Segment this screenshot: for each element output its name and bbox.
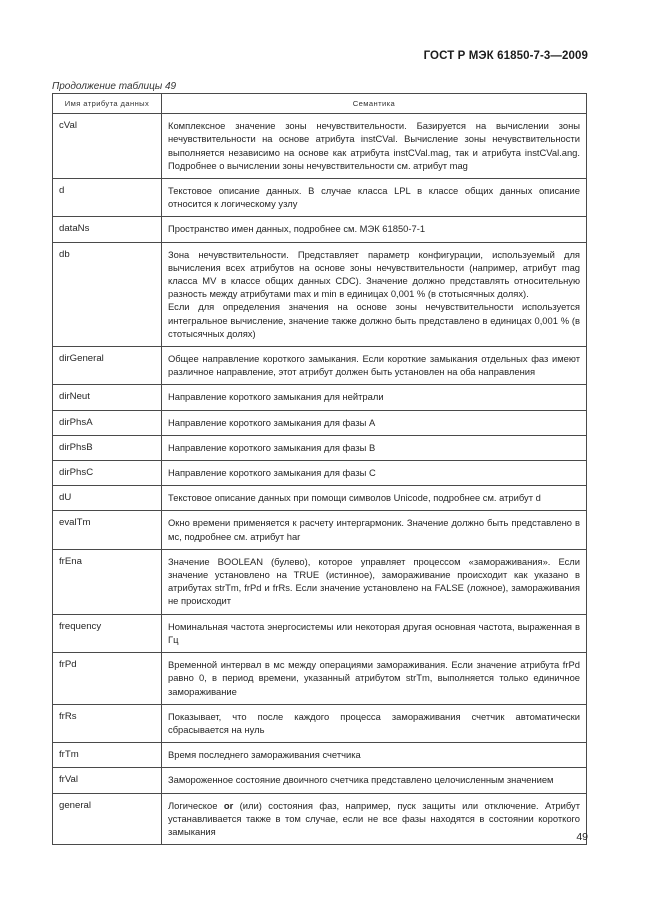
page-number: 49: [576, 831, 588, 843]
semantics-text: Логическое: [168, 799, 224, 811]
attribute-semantics: Время последнего замораживания счетчика: [162, 743, 587, 768]
attribute-semantics: [162, 242, 587, 346]
attribute-semantics: Комплексное значение зоны нечувствительности. Базируется на вычислении зоны нечувствительности на основе атрибута instCVal. Вычисление зоны нечувствительности выполняется независимо на основе как атрибута instCVal.mag, так и атрибута instCVal.ang. Подробнее о вычислении зоны нечувствительности см. атрибут mag: [162, 114, 587, 179]
attribute-name: frTm: [53, 743, 162, 768]
attribute-name: dirGeneral: [53, 347, 162, 385]
table-header-row: [53, 94, 587, 114]
attribute-name: dataNs: [53, 217, 162, 242]
attribute-semantics: Направление короткого замыкания для нейтрали: [162, 385, 587, 410]
table-row: [53, 114, 587, 179]
attribute-semantics: [162, 793, 587, 845]
attribute-semantics: Показывает, что после каждого процесса замораживания счетчик автоматически сбрасывается на нуль: [162, 704, 587, 742]
attribute-name: dirPhsC: [53, 461, 162, 486]
attribute-semantics: Направление короткого замыкания для фазы С: [162, 461, 587, 486]
attribute-semantics: Текстовое описание данных. В случае класса LPL в классе общих данных описание относится к логическому узлу: [162, 179, 587, 217]
table-row: [53, 743, 587, 768]
table-row: [53, 486, 587, 511]
document-header: ГОСТ Р МЭК 61850-7-3—2009: [423, 50, 588, 62]
attribute-semantics: Направление короткого замыкания для фазы А: [162, 410, 587, 435]
semantics-keyword: or: [223, 799, 234, 811]
attribute-semantics: Направление короткого замыкания для фазы В: [162, 435, 587, 460]
attribute-name: frequency: [53, 614, 162, 652]
attribute-name: dirNeut: [53, 385, 162, 410]
attribute-name: dirPhsA: [53, 410, 162, 435]
table-row: [53, 793, 587, 845]
table-row: [53, 435, 587, 460]
table-row: [53, 614, 587, 652]
attribute-name: dU: [53, 486, 162, 511]
table-row: [53, 242, 587, 346]
attribute-name: db: [53, 242, 162, 346]
attribute-name: dirPhsB: [53, 435, 162, 460]
attribute-semantics: Значение BOOLEAN (булево), которое управляет процессом «замораживания». Если значение установлено на TRUE (истинное), замораживание происходит как указано в атрибутах strTm, frPd и frRs. Если значение установлено на FALSE (ложное), замораживания не происходит: [162, 549, 587, 614]
attribute-semantics: Замороженное состояние двоичного счетчика представлено целочисленным значением: [162, 768, 587, 793]
table-row: [53, 549, 587, 614]
table-row: [53, 461, 587, 486]
attribute-name: evalTm: [53, 511, 162, 549]
attribute-semantics: Общее направление короткого замыкания. Если короткие замыкания отдельных фаз имеют различное направление, этот атрибут должен быть установлен на оба направления: [162, 347, 587, 385]
semantics-paragraph: Если для определения значения на основе зоны нечувствительности используется интегральное вычисление, значение также должно быть представлено в единицах 0,001 % (в стотысячных долях): [168, 301, 580, 339]
table-row: [53, 385, 587, 410]
table-row: [53, 511, 587, 549]
attribute-semantics: Текстовое описание данных при помощи символов Unicode, подробнее см. атрибут d: [162, 486, 587, 511]
attributes-table: [52, 93, 587, 845]
table-row: [53, 653, 587, 705]
table-row: [53, 217, 587, 242]
attribute-semantics: Окно времени применяется к расчету интергармоник. Значение должно быть представлено в мс, подробнее см. атрибут har: [162, 511, 587, 549]
attribute-semantics: Пространство имен данных, подробнее см. МЭК 61850-7-1: [162, 217, 587, 242]
attribute-name: d: [53, 179, 162, 217]
attribute-name: frRs: [53, 704, 162, 742]
attribute-name: frVal: [53, 768, 162, 793]
attribute-semantics: Временной интервал в мс между операциями замораживания. Если значение атрибута frPd равно 0, в период времени, указанный атрибутом strTm, выполняется только единичное замораживание: [162, 653, 587, 705]
table-row: [53, 347, 587, 385]
table-caption: Продолжение таблицы 49: [52, 81, 177, 92]
table-row: [53, 179, 587, 217]
table-row: [53, 410, 587, 435]
attribute-name: frPd: [53, 653, 162, 705]
semantics-text: (или) состояния фаз, например, пуск защиты или отключение. Атрибут устанавливается также в том случае, если не все фазы находятся в состоянии короткого замыкания: [168, 799, 580, 837]
attribute-name: frEna: [53, 549, 162, 614]
table-row: [53, 704, 587, 742]
attribute-name: general: [53, 793, 162, 845]
attribute-semantics: Номинальная частота энергосистемы или некоторая другая основная частота, выраженная в Гц: [162, 614, 587, 652]
column-header-semantics: Семантика: [162, 94, 587, 114]
column-header-name: Имя атрибута данных: [53, 94, 162, 114]
semantics-paragraph: Зона нечувствительности. Представляет параметр конфигурации, используемый для вычисления всех атрибутов на основе зоны нечувствительности (например, атрибут mag класса MV в классе общих данных CDC). Значение должно представлять относительную разность между атрибутами max и min в единицах 0,001 % (в стотысячных долях).: [168, 248, 580, 300]
table-row: [53, 768, 587, 793]
attribute-name: cVal: [53, 114, 162, 179]
